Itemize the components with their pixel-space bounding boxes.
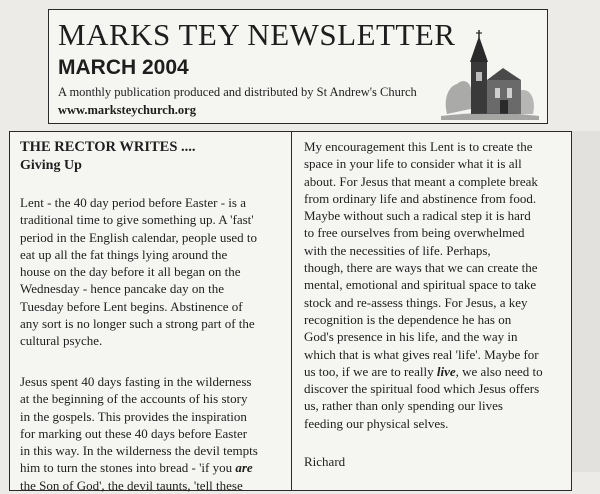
text-line: in this way. In the wilderness the devil tempts <box>20 443 258 459</box>
text-line: Jesus spent 40 days fasting in the wilderness <box>20 374 252 389</box>
text-line: us, rather than only spending our lives <box>304 398 503 414</box>
newsletter-title: MARKS TEY NEWSLETTER <box>58 17 456 52</box>
text-line: feeding our physical selves. <box>304 415 449 431</box>
emphasis-word: are <box>235 460 253 476</box>
article-subheading: Giving Up <box>20 158 82 173</box>
article-column-right <box>291 131 572 491</box>
text-line: Lent - the 40 day period before Easter - is a <box>20 195 246 210</box>
text-line: period in the English calendar, people used to <box>20 229 258 245</box>
paragraph-3 <box>304 138 543 432</box>
text-line: the Son of God', the devil taunts, 'tell these <box>20 477 243 493</box>
text-line: though, there are ways that we can create the <box>304 260 538 276</box>
text-line: Maybe without such a radical step it is hard <box>304 208 531 224</box>
emphasis-word: live <box>436 363 456 379</box>
article-column-left <box>9 131 292 491</box>
author-signoff: Richard <box>304 454 346 469</box>
text-line: to free ourselves from being overwhelmed <box>304 225 525 241</box>
text-line: in the gospels. This provides the inspiration <box>20 408 247 424</box>
text-line: us too, if we are to really live, we also need to <box>304 363 543 379</box>
paragraph-2 <box>20 373 258 494</box>
text-line: cultural psyche. <box>20 333 103 349</box>
masthead <box>48 9 548 124</box>
text-line: God's presence in his life, and the way in <box>304 329 518 345</box>
text-line: him to turn the stones into bread - 'if you are <box>20 460 253 476</box>
text-line: which that is what gives real 'life'. Maybe for <box>304 346 539 362</box>
text-line: stock and re-assess things. For Jesus, a key <box>304 294 528 310</box>
text-line: discover the spiritual food which Jesus offers <box>304 381 540 397</box>
church-drawing-icon <box>441 28 539 120</box>
text-line: with the necessities of life. Perhaps, <box>304 242 491 258</box>
text-line: space in your life to consider what it is all <box>304 156 522 172</box>
article-heading: THE RECTOR WRITES .... <box>20 139 196 155</box>
text-line: about. For Jesus that meant a complete break <box>304 173 538 189</box>
text-line: mental, emotional and spiritual space to take <box>304 277 537 293</box>
text-line: Tuesday before Lent begins. Abstinence of <box>20 298 243 314</box>
text-line: Wednesday - hence pancake day on the <box>20 281 224 297</box>
text-line: eat up all the fat things lying around the <box>20 246 228 262</box>
text-line: any sort is no longer such a strong part of the <box>20 316 255 332</box>
text-line: recognition is the dependence he has on <box>304 311 512 327</box>
scan-edge <box>572 131 600 472</box>
website-link[interactable]: www.marksteychurch.org <box>58 103 196 117</box>
text-line: house on the day before it all began on the <box>20 264 241 280</box>
text-line: from ordinary life and abstinence from food. <box>304 190 537 206</box>
issue-date: MARCH 2004 <box>58 56 189 79</box>
paragraph-1 <box>20 194 257 350</box>
text-line: traditional time to give something up. A 'fast' <box>20 212 254 228</box>
text-line: for marking out these 40 days before Easter <box>20 425 248 441</box>
tagline: A monthly publication produced and distributed by St Andrew's Church <box>58 85 417 99</box>
text-line: at the beginning of the accounts of his story <box>20 391 248 407</box>
text-line: My encouragement this Lent is to create the <box>304 139 533 154</box>
